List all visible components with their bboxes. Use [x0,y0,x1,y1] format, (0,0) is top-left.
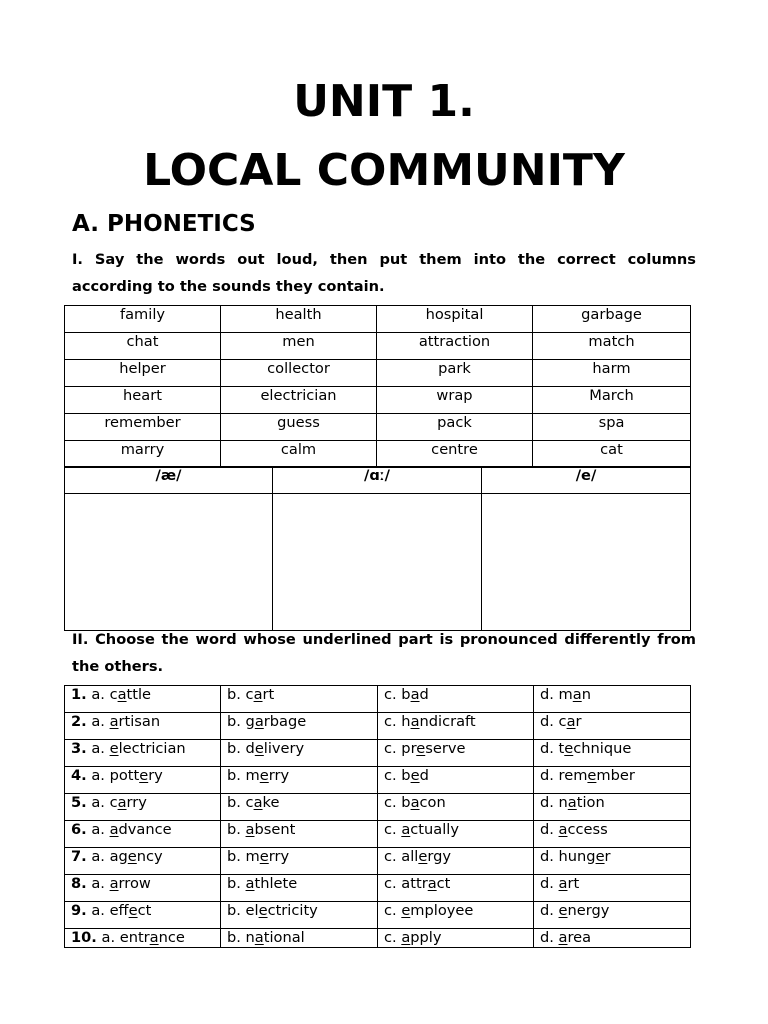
option-text: d. rem [540,767,588,784]
word-row [65,306,691,333]
question-row [65,821,691,848]
option-cell[interactable] [65,686,221,713]
option-text: a. entr [101,929,150,946]
option-text: ncy [136,848,163,865]
word-cell: attraction [377,333,533,360]
word-cell: helper [65,360,221,387]
option-text: c. pr [384,740,417,757]
underlined-letters: a [109,713,119,730]
underlined-letters: e [258,902,268,919]
option-text: rtisan [118,713,161,730]
option-text: ke [262,794,280,811]
question-row [65,686,691,713]
option-text: nergy [567,902,610,919]
underlined-letters: a [567,794,577,811]
option-text: ry [148,767,163,784]
option-text: c. [384,902,402,919]
option-cell[interactable] [65,875,221,902]
option-text: rt [567,875,580,892]
underlined-letters: e [416,740,426,757]
option-text: b. [227,821,246,838]
word-row [65,414,691,441]
option-text: thlete [254,875,298,892]
sound-header-e: /e/ [482,467,691,494]
underlined-letters: e [254,740,264,757]
option-cell[interactable] [534,794,691,821]
option-cell[interactable] [221,848,378,875]
option-cell[interactable] [534,821,691,848]
underlined-letters: a [254,713,264,730]
option-text: b. d [227,740,255,757]
option-cell[interactable] [221,794,378,821]
option-text: serve [425,740,466,757]
option-cell[interactable] [534,767,691,794]
answer-cell-e[interactable] [482,494,691,631]
option-text: dvance [118,821,172,838]
option-cell[interactable] [65,740,221,767]
answer-cell-aa[interactable] [273,494,482,631]
option-text: a. pott [91,767,140,784]
option-text: d. [540,821,559,838]
option-text: mber [596,767,635,784]
option-text: rrow [118,875,151,892]
option-cell[interactable] [65,794,221,821]
option-text: c. b [384,686,411,703]
option-text: lectrician [118,740,186,757]
option-cell[interactable] [378,875,534,902]
word-list-table [64,305,691,468]
option-text: ct [137,902,152,919]
option-cell[interactable] [221,740,378,767]
option-text: d [419,686,429,703]
underlined-letters: a [109,821,119,838]
word-cell: hospital [377,306,533,333]
option-cell[interactable] [378,794,534,821]
option-cell[interactable] [378,713,534,740]
option-text: b. m [227,848,260,865]
option-text: rgy [427,848,451,865]
option-text: a. [91,875,110,892]
underlined-letters: e [410,767,420,784]
question-row [65,767,691,794]
question-number: 9. [71,902,87,919]
underlined-letters: e [558,902,568,919]
sound-header-ae: /æ/ [65,467,273,494]
word-cell: garbage [533,306,691,333]
option-text: d [419,767,429,784]
word-cell: remember [65,414,221,441]
underlined-letters: e [587,767,597,784]
underlined-letters: a [109,875,119,892]
option-cell[interactable] [534,686,691,713]
underlined-letters: a [558,821,568,838]
sound-header-aa: /ɑː/ [273,467,482,494]
option-text: c. b [384,794,411,811]
option-cell[interactable] [221,929,378,948]
option-text: rea [567,929,592,946]
word-cell: men [221,333,377,360]
option-cell[interactable] [221,713,378,740]
option-text: d. [540,875,559,892]
word-row [65,387,691,414]
option-text: ndicraft [419,713,476,730]
option-cell[interactable] [65,929,221,948]
option-text: r [604,848,611,865]
underlined-letters: a [117,686,127,703]
question-row [65,794,691,821]
underlined-letters: e [401,902,411,919]
option-text: rbage [263,713,307,730]
exercise-2-instruction: II. Choose the word whose underlined part is pronounced differently from the others. [72,631,696,675]
underlined-letters: a [558,875,568,892]
question-row [65,713,691,740]
word-cell: family [65,306,221,333]
underlined-letters: a [245,821,255,838]
option-cell[interactable] [221,875,378,902]
word-cell: park [377,360,533,387]
option-cell[interactable] [65,821,221,848]
option-text: a. ag [91,848,128,865]
option-text: c. b [384,767,411,784]
option-text: a. c [91,686,118,703]
underlined-letters: a [558,929,568,946]
option-text: d. hung [540,848,596,865]
option-cell[interactable] [378,686,534,713]
underlined-letters: e [127,848,137,865]
option-text: con [419,794,446,811]
option-cell[interactable] [534,875,691,902]
option-cell[interactable] [221,767,378,794]
sound-columns-table [64,466,691,631]
option-text: b. m [227,767,260,784]
question-number: 4. [71,767,87,784]
question-number: 5. [71,794,87,811]
underlined-letters: e [109,740,119,757]
word-cell: marry [65,441,221,468]
option-text: livery [263,740,305,757]
option-text: ttle [126,686,152,703]
question-number: 8. [71,875,87,892]
underlined-letters: a [117,794,127,811]
option-text: b. c [227,794,254,811]
underlined-letters: a [410,794,420,811]
option-text: tion [576,794,605,811]
option-text: a. c [91,794,118,811]
option-text: a. [91,821,110,838]
multiple-choice-table [64,685,691,948]
question-row [65,902,691,929]
exercise-1-instruction: I. Say the words out loud, then put them into the correct columns according to the sounds they contain. [72,251,696,295]
underlined-letters: a [253,686,263,703]
option-text: chnique [573,740,632,757]
word-cell: pack [377,414,533,441]
word-cell: chat [65,333,221,360]
word-cell: collector [221,360,377,387]
underlined-letters: e [259,767,269,784]
word-cell: March [533,387,691,414]
question-number: 2. [71,713,87,730]
underlined-letters: e [418,848,428,865]
question-number: 7. [71,848,87,865]
option-cell[interactable] [221,821,378,848]
option-text: rry [268,848,290,865]
underlined-letters: a [401,821,411,838]
word-cell: harm [533,360,691,387]
option-cell[interactable] [378,848,534,875]
option-text: ctricity [267,902,318,919]
underlined-letters: e [564,740,574,757]
word-cell: guess [221,414,377,441]
option-text: c. [384,821,402,838]
option-cell[interactable] [534,929,691,948]
option-text: c. attr [384,875,428,892]
option-text: c. h [384,713,411,730]
word-cell: centre [377,441,533,468]
underlined-letters: a [253,794,263,811]
option-text: b. n [227,929,255,946]
word-cell: calm [221,441,377,468]
option-text: r [575,713,582,730]
word-cell: electrician [221,387,377,414]
underlined-letters: a [254,929,264,946]
underlined-letters: a [245,875,255,892]
word-cell: heart [65,387,221,414]
question-number: 6. [71,821,87,838]
word-cell: spa [533,414,691,441]
word-cell: wrap [377,387,533,414]
option-text: c. all [384,848,419,865]
word-cell: health [221,306,377,333]
option-cell[interactable] [534,740,691,767]
option-text: b. [227,875,246,892]
unit-number-title: UNIT 1. [293,76,475,127]
underlined-letters: a [401,929,411,946]
section-a-heading: A. PHONETICS [72,211,256,237]
option-text: pply [410,929,442,946]
option-text: b. el [227,902,259,919]
option-text: rry [268,767,290,784]
word-row [65,441,691,468]
option-text: b. c [227,686,254,703]
option-text: rt [262,686,275,703]
option-cell[interactable] [378,929,534,948]
question-row [65,875,691,902]
option-cell[interactable] [221,902,378,929]
option-cell[interactable] [65,848,221,875]
underlined-letters: e [139,767,149,784]
option-text: mployee [410,902,474,919]
option-cell[interactable] [534,848,691,875]
option-text: d. t [540,740,565,757]
underlined-letters: a [566,713,576,730]
option-text: ct [436,875,451,892]
question-number: 10. [71,929,97,946]
option-text: rry [126,794,147,811]
option-cell[interactable] [378,821,534,848]
option-text: nce [158,929,185,946]
word-cell: cat [533,441,691,468]
question-row [65,929,691,948]
underlined-letters: a [410,713,420,730]
word-row [65,333,691,360]
word-row [65,360,691,387]
option-text: d. c [540,713,567,730]
option-cell[interactable] [534,713,691,740]
option-text: bsent [254,821,296,838]
underlined-letters: e [595,848,605,865]
option-text: b. g [227,713,255,730]
option-text: d. m [540,686,573,703]
option-text: a. [91,740,110,757]
option-cell[interactable] [65,713,221,740]
option-text: a. eff [91,902,129,919]
option-text: n [581,686,591,703]
question-row [65,740,691,767]
option-text: ctually [410,821,459,838]
answer-cell-ae[interactable] [65,494,273,631]
option-cell[interactable] [378,740,534,767]
option-text: tional [263,929,305,946]
option-text: d. [540,929,559,946]
question-row [65,848,691,875]
unit-name-title: LOCAL COMMUNITY [143,145,625,196]
option-cell[interactable] [534,902,691,929]
option-cell[interactable] [378,767,534,794]
underlined-letters: a [572,686,582,703]
word-cell: match [533,333,691,360]
option-cell[interactable] [221,686,378,713]
underlined-letters: a [149,929,159,946]
option-text: c. [384,929,402,946]
option-cell[interactable] [65,902,221,929]
question-number: 3. [71,740,87,757]
question-number: 1. [71,686,87,703]
underlined-letters: e [259,848,269,865]
underlined-letters: a [410,686,420,703]
underlined-letters: a [427,875,437,892]
option-text: ccess [567,821,608,838]
option-cell[interactable] [378,902,534,929]
option-text: d. n [540,794,568,811]
option-cell[interactable] [65,767,221,794]
option-text: d. [540,902,559,919]
underlined-letters: e [128,902,138,919]
option-text: a. [91,713,110,730]
